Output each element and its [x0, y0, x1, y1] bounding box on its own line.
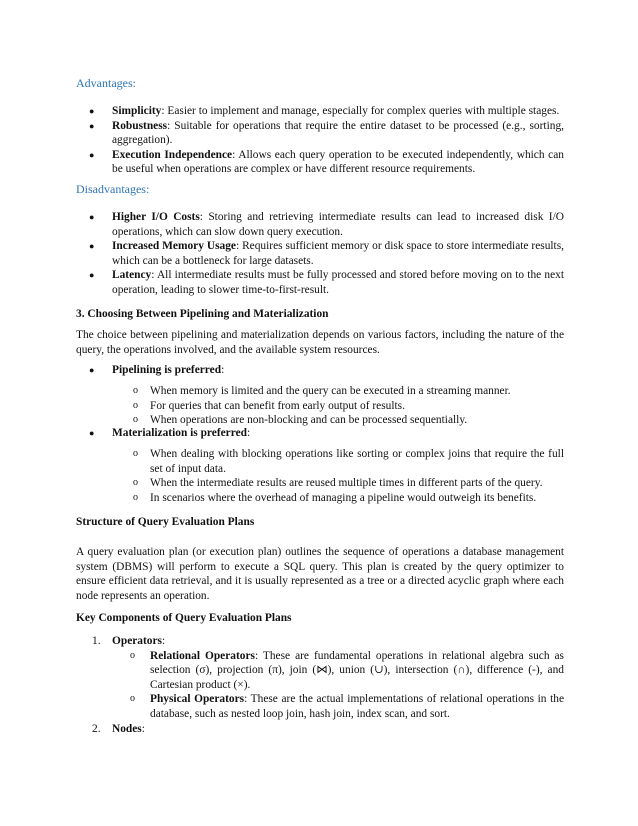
list-item	[130, 649, 564, 693]
choosing-list	[89, 363, 564, 378]
item-text: : These are the actual implementations of relational operations in the database, such as nested loop join, hash join, index scan, and sort.	[150, 693, 564, 720]
sub-marker: o	[133, 399, 138, 411]
item-term: Increased Memory Usage	[112, 240, 236, 253]
item-text: : Easier to implement and manage, especially for complex queries with multiple stages.	[161, 105, 560, 117]
bullet-marker: ●	[89, 270, 95, 281]
structure-body: A query evaluation plan (or execution plan) outlines the sequence of operations a database management system (DBMS) will perform to execute a SQL query. This plan is created by the query optimizer to ensure efficient data retrieval, and it is usually represented as a tree or a directed acyclic graph where each node represents an operation.	[76, 546, 564, 602]
sub-marker: o	[130, 649, 135, 661]
advantages-list	[89, 104, 564, 177]
list-item	[89, 426, 564, 441]
item-term: Physical Operators	[150, 693, 245, 706]
item-term: Simplicity	[112, 105, 162, 117]
item-suffix: :	[246, 427, 251, 439]
list-item	[130, 692, 564, 721]
bullet-marker: ●	[89, 365, 95, 375]
item-term: Execution Independence	[112, 148, 233, 161]
sub-marker: o	[130, 693, 135, 705]
list-item	[133, 447, 564, 476]
list-item	[89, 210, 564, 239]
bullet-marker: ●	[89, 428, 95, 438]
list-number: 2.	[92, 722, 101, 735]
disadvantages-list	[89, 210, 565, 298]
item-text: For queries that can benefit from early output of results.	[150, 399, 405, 412]
bullet-marker: ●	[89, 241, 95, 252]
structure-heading: Structure of Query Evaluation Plans	[76, 516, 255, 528]
list-item	[89, 148, 564, 177]
item-suffix: :	[161, 635, 166, 647]
materialization-sublist	[133, 447, 564, 505]
item-text: When memory is limited and the query can be executed in a streaming manner.	[150, 385, 511, 397]
list-item	[133, 399, 564, 414]
list-item	[133, 384, 564, 399]
item-suffix: :	[221, 364, 225, 376]
components-list	[92, 634, 564, 736]
list-item	[89, 363, 564, 378]
sub-marker: o	[133, 385, 138, 396]
list-number: 1.	[92, 635, 101, 647]
sub-marker: o	[133, 448, 138, 459]
item-term: Nodes	[112, 722, 142, 735]
item-text: : Storing and retrieving intermediate results can lead to increased disk I/O operations, which can slow down query execution.	[112, 211, 564, 238]
components-heading: Key Components of Query Evaluation Plans	[76, 612, 292, 624]
item-text: : Allows each query operation to be executed independently, which can be useful when operations are complex or have different resource requirements.	[112, 148, 564, 176]
item-text: : These are fundamental operations in relational algebra such as selection (σ), projection (π), join (⋈), union (∪), intersection (∩), difference (-), and Cartesian product (×).	[150, 649, 564, 691]
sub-marker: o	[133, 414, 138, 426]
item-text: : Requires sufficient memory or disk space to store intermediate results, which can be a bottleneck for large datasets.	[112, 240, 565, 267]
item-term: Materialization is preferred	[112, 427, 247, 439]
list-item	[92, 634, 564, 722]
list-item	[89, 268, 564, 297]
operators-sublist	[130, 649, 564, 722]
bullet-marker: ●	[89, 120, 95, 131]
item-text: When operations are non-blocking and can be processed sequentially.	[150, 414, 468, 427]
item-text: In scenarios where the overhead of managing a pipeline would outweigh its benefits.	[150, 491, 537, 504]
item-text: When the intermediate results are reused multiple times in different parts of the query.	[150, 477, 543, 490]
list-item	[92, 722, 564, 737]
list-item	[133, 491, 564, 506]
item-text: When dealing with blocking operations like sorting or complex joins that require the full set of input data.	[150, 448, 564, 475]
list-item	[89, 104, 564, 119]
item-term: Robustness	[112, 119, 168, 132]
sub-marker: o	[133, 477, 138, 489]
item-term: Latency	[112, 269, 152, 282]
bullet-marker: ●	[89, 106, 95, 116]
item-text: : All intermediate results must be fully processed and stored before moving on to the next operation, leading to slower time-to-first-result.	[112, 269, 564, 296]
choosing-heading: 3. Choosing Between Pipelining and Materialization	[76, 308, 329, 320]
item-term: Operators	[112, 635, 162, 647]
list-item	[133, 476, 564, 491]
item-term: Relational Operators	[150, 649, 255, 662]
item-term: Pipelining is preferred	[112, 364, 222, 376]
choosing-list-2	[89, 426, 564, 441]
item-suffix: :	[141, 722, 145, 735]
item-text: : Suitable for operations that require the entire dataset to be processed (e.g., sorting, aggregation).	[112, 119, 564, 147]
disadvantages-heading: Disadvantages:	[76, 182, 150, 196]
choosing-intro: The choice between pipelining and materialization depends on various factors, including the nature of the query, the operations involved, and the available system resources.	[76, 329, 564, 356]
pipelining-sublist	[133, 384, 564, 428]
item-term: Higher I/O Costs	[112, 211, 200, 223]
bullet-marker: ●	[89, 212, 95, 222]
advantages-heading: Advantages:	[76, 76, 136, 90]
list-item	[89, 239, 565, 268]
bullet-marker: ●	[89, 149, 95, 160]
list-item	[89, 119, 564, 148]
sub-marker: o	[133, 491, 138, 503]
